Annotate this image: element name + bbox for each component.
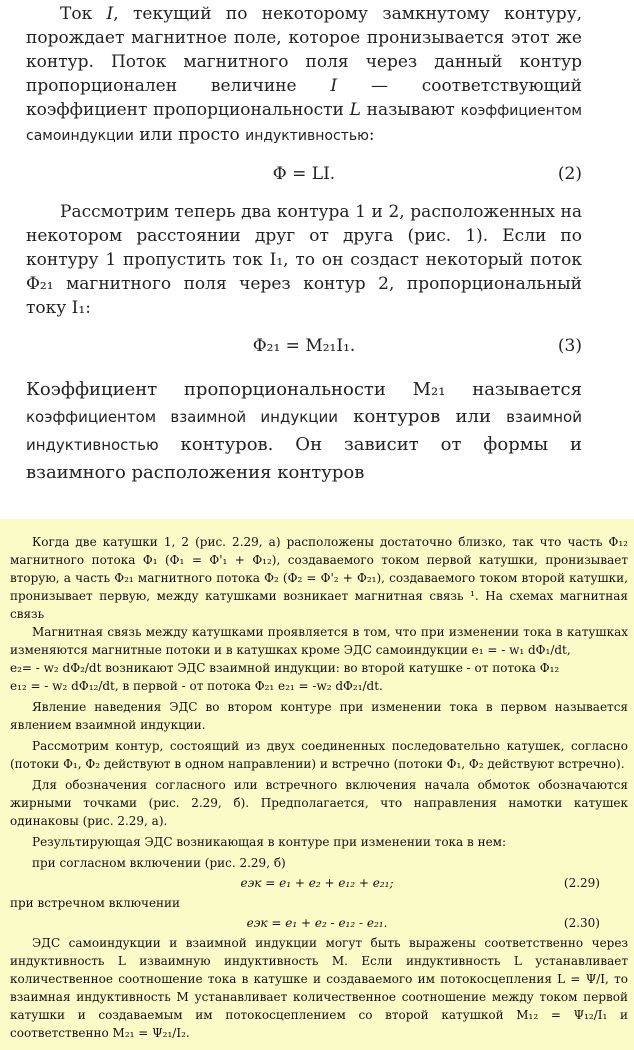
equation-number: (2.30) — [563, 916, 600, 930]
term-emphasis: коэффициентом самоиндукции — [26, 103, 582, 144]
equation-number: (2) — [557, 164, 582, 184]
text: — соответствующий коэффициент пропорциональности — [26, 76, 582, 120]
paragraph-consonant: при согласном включении (рис. 2.29, б) — [32, 856, 286, 870]
text: контуров. Он зависит от формы и взаимного расположения контуров — [26, 434, 582, 483]
term-emphasis: взаимной индуктивностью — [26, 408, 582, 454]
paragraph-mutual-inductance — [26, 376, 582, 486]
text: или просто — [133, 125, 246, 145]
equation-2-30 — [0, 912, 634, 934]
paragraph-counter: при встречном включении — [10, 896, 181, 910]
paragraph-emf-line: e₂= - w₂ dΦ₂/dt возникают ЭДС взаимной индукции: во второй катушке - от потока Φ₁₂ — [10, 661, 560, 675]
paragraph-induction: Явление наведения ЭДС во втором контуре при изменении тока в первом называется явлением взаимной индукции. — [10, 700, 628, 732]
text: Коэффициент пропорциональности M₂₁ называется — [26, 379, 582, 400]
paragraph-two-contours: Рассмотрим теперь два контура 1 и 2, расположенных на некотором расстоянии друг от друга (рис. 1). Если по контуру 1 пропустить ток I₁, то он создаст некоторый поток Φ₂₁ магнитного поля через контур 2, пропорциональный току I₁: — [26, 202, 582, 318]
text: : — [368, 125, 375, 145]
symbol: I — [106, 4, 114, 24]
term-emphasis: коэффициентом взаимной индукции — [26, 408, 338, 426]
paragraph-series-contour: Рассмотрим контур, состоящий из двух соединенных последовательно катушек, согласно (потоки Φ₁, Φ₂ действуют в одном направлении) и встречно (потоки Φ₁, Φ₂ действуют встречно). — [10, 739, 628, 771]
equation-2-29 — [0, 872, 634, 894]
highlighted-excerpt — [0, 519, 634, 1047]
paragraph-coils: Когда две катушки 1, 2 (рис. 2.29, а) расположены достаточно близко, так что часть Φ₁₂ магнитного потока Φ₁ (Φ₁ = Φ'₁ + Φ₁₂), создаваемого током первой катушки, пронизывает вторую, а часть Φ₂₁ магнитного потока Φ₂ (Φ₂ = Φ'₂ + Φ₂₁), создаваемого током второй катушки, пронизывает первую, между катушками возникает магнитная связь ¹. На схемах магнитная связь — [10, 535, 628, 621]
equation-formula: eэк = e₁ + e₂ - e₁₂ - e₂₁. — [246, 916, 388, 930]
paragraph-resulting-emf: Результирующая ЭДС возникающая в контуре при изменении тока в нем: — [32, 835, 507, 849]
text: , текущий по некоторому замкнутому контуру, порождает магнитное поле, которое пронизывается этот же контур. Поток магнитного поля через данный контур пропорционален величине — [26, 4, 582, 96]
paragraph-winding-marks: Для обозначения согласного или встречного включения начала обмоток обозначаются жирными точками (рис. 2.29, б). Предполагается, что направления намотки катушек одинаковы (рис. 2.29, а). — [10, 778, 628, 828]
term-emphasis: индуктивностью — [245, 128, 369, 144]
equation-formula: Φ₂₁ = M₂₁I₁. — [252, 336, 356, 356]
textbook-excerpt — [26, 2, 582, 486]
equation-2 — [26, 148, 582, 200]
symbol: L — [349, 100, 361, 120]
equation-number: (3) — [557, 336, 582, 356]
symbol: I — [330, 76, 338, 96]
text: контуров или — [337, 406, 507, 427]
equation-number: (2.29) — [563, 876, 600, 890]
highlight-block — [0, 519, 634, 1050]
equation-formula: eэк = e₁ + e₂ + e₁₂ + e₂₁; — [240, 876, 394, 890]
text: Ток — [60, 4, 107, 24]
equation-formula: Φ = LI. — [272, 164, 336, 184]
paragraph-emf-line: e₁₂ = - w₂ dΦ₁₂/dt, в первой - от потока Φ₂₁ e₂₁ = -w₂ dΦ₂₁/dt. — [10, 679, 383, 693]
paragraph-self-inductance — [26, 2, 582, 148]
paragraph-inductance-expression: ЭДС самоиндукции и взаимной индукции могут быть выражены соответственно через индуктивность L изваимную индуктивность M. Если индуктивность L устанавливает количественное соотношение тока в катушке и создаваемого им потокосцепления L = Ψ/I, то взаимная индуктивность M устанавливает количественное соотношение между током первой катушки и создаваемым им потокосцеплением со второй катушкой M₁₂ = Ψ₁₂/I₁ и соответственно M₂₁ = Ψ₂₁/I₂. — [10, 936, 628, 1040]
paragraph-magnetic-coupling: Магнитная связь между катушками проявляется в том, что при изменении тока в катушках изменяются магнитные потоки и в катушках кроме ЭДС самоиндукции e₁ = - w₁ dΦ₁/dt, — [10, 625, 628, 657]
equation-3 — [26, 320, 582, 372]
text: называют — [360, 100, 461, 120]
